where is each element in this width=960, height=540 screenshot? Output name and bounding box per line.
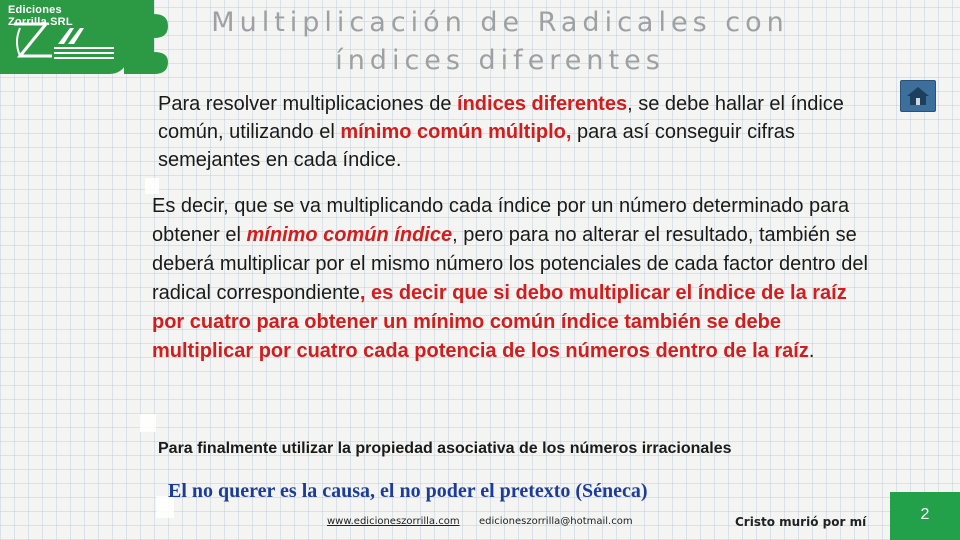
decorative-stroke <box>140 414 156 432</box>
highlight-text: índices diferentes <box>457 93 628 115</box>
motto-text: Cristo murió por mí <box>735 515 867 529</box>
home-icon <box>906 86 930 106</box>
quote-text: El no querer es la causa, el no poder el pretexto (Séneca) <box>168 480 648 502</box>
text-segment: Para resolver multiplicaciones de <box>158 93 458 115</box>
website-link[interactable]: www.edicioneszorrilla.com <box>327 516 460 527</box>
text-segment: Es decir, que se va multiplicando cada índice por un número determinado para obtener el <box>152 195 850 246</box>
page-title <box>190 4 810 80</box>
explanation-paragraph <box>152 192 872 366</box>
highlight-text: mínimo común múltiplo, <box>340 121 572 143</box>
text-segment: . <box>808 340 815 362</box>
conclusion-paragraph: Para finalmente utilizar la propiedad asociativa de los números irracionales <box>158 440 732 457</box>
logo-text: Ediciones Zorrilla.SRL <box>8 4 73 28</box>
page-number: 2 <box>920 506 930 523</box>
title-line-2: índices diferentes <box>335 45 665 76</box>
page-number-badge <box>890 492 960 540</box>
logo-mark-icon <box>10 18 118 66</box>
home-button[interactable] <box>900 80 936 112</box>
highlight-text: mínimo común índice <box>246 224 453 246</box>
intro-paragraph <box>158 90 858 174</box>
highlight-text: , es decir que si debo multiplicar el índice de la raíz por cuatro para obtener un mínimo común índice también se debe multiplicar por cuatro cada potencia de los números dentro de la raíz <box>152 282 847 362</box>
text-segment: , pero para no alterar el resultado, también se deberá multiplicar por el mismo número los potenciales de cada factor dentro del radical correspondiente <box>152 224 868 304</box>
title-line-1: Multiplicación de Radicales con <box>211 7 789 38</box>
text-segment: , se debe hallar el índice común, utilizando el <box>158 93 844 143</box>
email-text: edicioneszorrilla@hotmail.com <box>479 516 633 527</box>
publisher-logo <box>0 0 128 74</box>
text-segment: para así conseguir cifras semejantes en cada índice. <box>158 121 795 171</box>
puzzle-piece-icon <box>124 0 172 78</box>
